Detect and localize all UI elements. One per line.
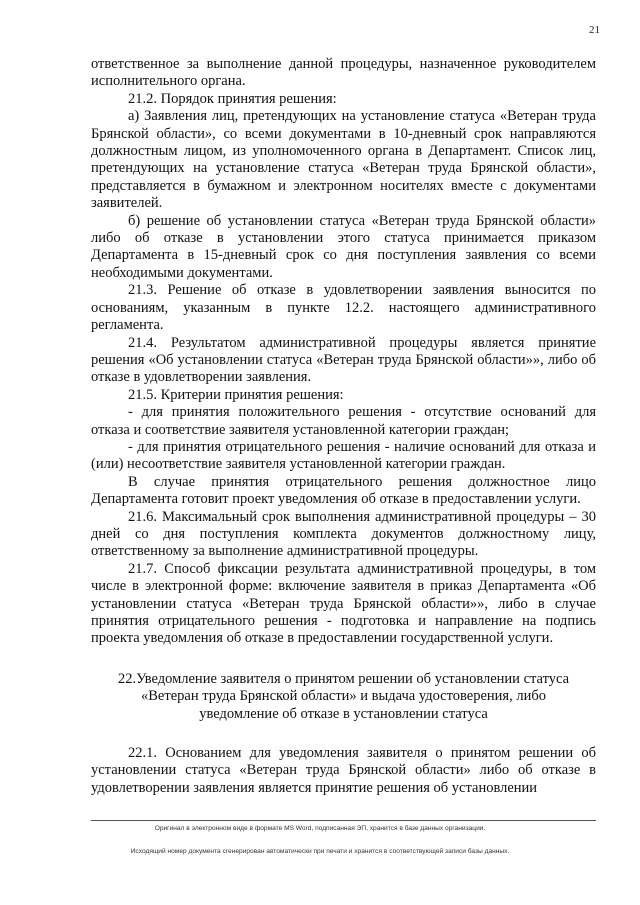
document-body [91, 56, 596, 797]
paragraph-criteria-negative: - для принятия отрицательного решения - наличие оснований для отказа и (или) несоответствие заявителя установленной категории граждан. [91, 438, 596, 473]
paragraph-refusal-case: В случае принятия отрицательного решения должностное лицо Департамента готовит проект уведомления об отказе в предоставлении услуги. [91, 473, 596, 508]
paragraph-21-3: 21.3. Решение об отказе в удовлетворении заявления выносится по основаниям, указанным в пункте 12.2. настоящего административного регламента. [91, 282, 596, 334]
paragraph-criteria-positive: - для принятия положительного решения - отсутствие оснований для отказа и соответствие заявителя установленной категории граждан; [91, 404, 596, 438]
paragraph-21-5: 21.5. Критерии принятия решения: [128, 386, 344, 403]
paragraph-21-2: 21.2. Порядок принятия решения: [128, 90, 337, 107]
footer-note-number: Исходящий номер документа сгенерирован автоматически при печати и хранится в соответствующей записи базы данных. [130, 848, 510, 855]
paragraph-21-6: 21.6. Максимальный срок выполнения административной процедуры – 30 дней со дня поступления комплекта документов должностному лицу, ответственному за выполнение административной процедуры. [91, 508, 596, 560]
paragraph-21-2-b: б) решение об установлении статуса «Ветеран труда Брянской области» либо об отказе в установлении этого статуса принимается приказом Департамента в 15-дневный срок со дня поступления заявления со всеми необходимыми документами. [91, 212, 596, 281]
footer-divider [91, 820, 596, 821]
footer-note-original: Оригинал в электронном виде в формате MS Word, подписанная ЭП, хранится в базе данных организации. [154, 825, 486, 832]
paragraph-21-4: 21.4. Результатом административной процедуры является принятие решения «Об установлении статуса «Ветеран труда Брянской области»», либо об отказе в удовлетворении заявления. [91, 334, 596, 386]
paragraph-22-1: 22.1. Основанием для уведомления заявителя о принятом решении об установлении статуса «Ветеран труда Брянской области» либо об отказе в удовлетворении заявления является принятие решения об установлении [91, 745, 596, 796]
paragraph-continuation: ответственное за выполнение данной процедуры, назначенное руководителем исполнительного органа. [91, 56, 596, 90]
paragraph-21-2-a: а) Заявления лиц, претендующих на установление статуса «Ветеран труда Брянской области», со всеми документами в 10-дневный срок направляются должностным лицом, из уполномоченного органа в Департамент. Список лиц, претендующих на установление статуса «Ветеран труда Брянской области», представляется в бумажном и электронном носителях вместе с документами заявителей. [91, 108, 596, 212]
page-number: 21 [589, 24, 600, 36]
paragraph-21-7: 21.7. Способ фиксации результата административной процедуры, в том числе в электронной форме: включение заявителя в приказ Департамента «Об установлении статуса «Ветеран труда Брянской области»», либо в случае принятия отрицательного решения - подготовка и направление на подпись проекта уведомления об отказе в предоставлении государственной услуги. [91, 560, 596, 647]
section-heading-22: 22.Уведомление заявителя о принятом решении об установлении статуса «Ветеран труда Брянской области» и выдача удостоверения, либо уведомление об отказе в установлении статуса [117, 670, 570, 722]
